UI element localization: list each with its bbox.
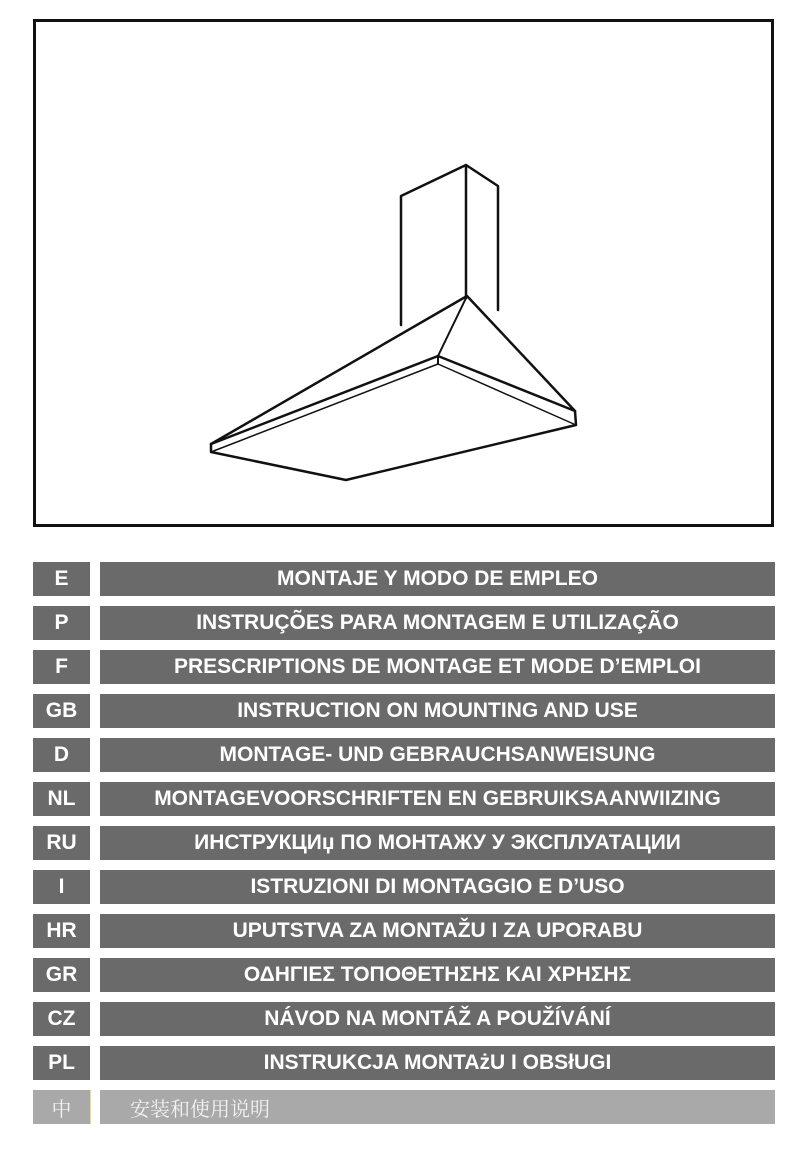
language-row-hr <box>33 914 775 948</box>
language-code: P <box>33 606 90 640</box>
language-row-d <box>33 738 775 772</box>
language-code: F <box>33 650 90 684</box>
language-row-i <box>33 870 775 904</box>
language-code: PL <box>33 1046 90 1080</box>
language-title: PRESCRIPTIONS DE MONTAGE ET MODE D’EMPLOI <box>100 650 775 684</box>
language-code: I <box>33 870 90 904</box>
language-title: INSTRUÇÕES PARA MONTAGEM E UTILIZAÇÃO <box>100 606 775 640</box>
language-row-nl <box>33 782 775 816</box>
language-title: NÁVOD NA MONTÁŽ A POUŽÍVÁNÍ <box>100 1002 775 1036</box>
language-code: 中 <box>33 1090 90 1124</box>
language-code: GB <box>33 694 90 728</box>
chimney-hood-icon <box>36 22 771 524</box>
language-title: 安装和使用说明 <box>100 1090 775 1124</box>
product-illustration-frame <box>33 19 774 527</box>
language-code: GR <box>33 958 90 992</box>
language-row-f <box>33 650 775 684</box>
language-row-zh <box>33 1090 775 1124</box>
language-row-gb <box>33 694 775 728</box>
language-title: ИНСТРУКЦИџ ПО МОНТАЖУ У ЭКСПЛУАТАЦИИ <box>100 826 775 860</box>
language-title: INSTRUKCJA MONTAżU I OBSłUGI <box>100 1046 775 1080</box>
language-row-pl <box>33 1046 775 1080</box>
language-code: RU <box>33 826 90 860</box>
language-title: ΟΔΗΓΙΕΣ ΤΟΠΟΘΕΤΗΣΗΣ ΚΑΙ ΧΡΗΣΗΣ <box>100 958 775 992</box>
language-list <box>33 562 775 1134</box>
language-title: UPUTSTVA ZA MONTAŽU I ZA UPORABU <box>100 914 775 948</box>
language-title: ISTRUZIONI DI MONTAGGIO E D’USO <box>100 870 775 904</box>
language-row-ru <box>33 826 775 860</box>
language-code: HR <box>33 914 90 948</box>
language-title: INSTRUCTION ON MOUNTING AND USE <box>100 694 775 728</box>
language-row-p <box>33 606 775 640</box>
language-code: CZ <box>33 1002 90 1036</box>
language-title: MONTAGEVOORSCHRIFTEN EN GEBRUIKSAANWIIZING <box>100 782 775 816</box>
language-code: NL <box>33 782 90 816</box>
language-row-e <box>33 562 775 596</box>
divider <box>90 1090 100 1124</box>
language-row-gr <box>33 958 775 992</box>
language-code: D <box>33 738 90 772</box>
language-row-cz <box>33 1002 775 1036</box>
language-title: MONTAJE Y MODO DE EMPLEO <box>100 562 775 596</box>
language-code: E <box>33 562 90 596</box>
language-title: MONTAGE- UND GEBRAUCHSANWEISUNG <box>100 738 775 772</box>
